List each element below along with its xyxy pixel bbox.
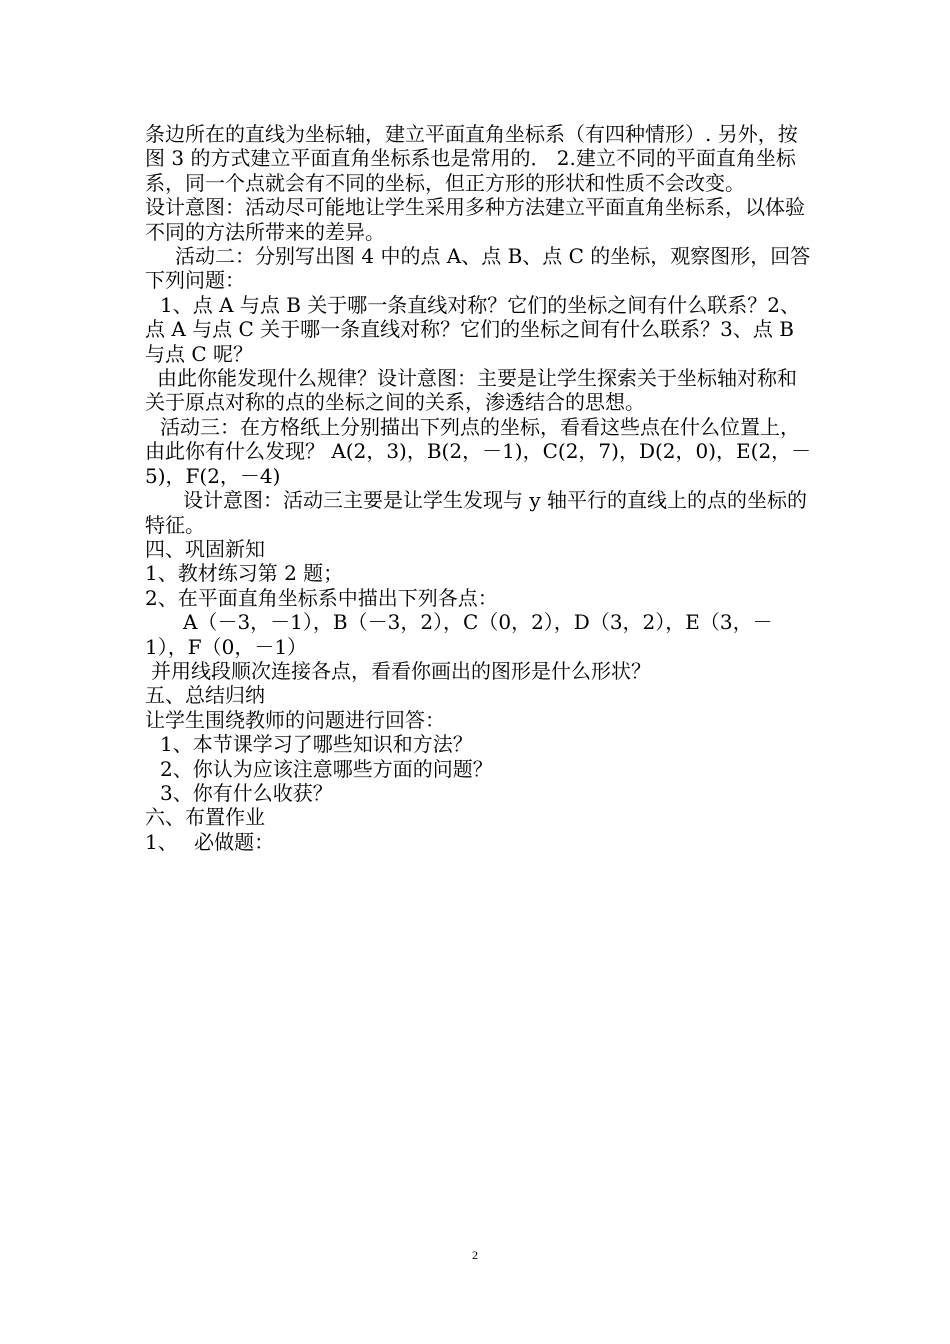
list-item-exercise-1: 1、教材练习第 2 题；: [145, 561, 344, 586]
paragraph-design-intent-1: 设计意图：活动尽可能地让学生采用多种方法建立平面直角坐标系，以体验不同的方法所带来的差异。: [145, 195, 805, 244]
paragraph-coordinate-axes-note: 条边所在的直线为坐标轴，建立平面直角坐标系（有四种情形）. 另外，按图 3 的方式建立平面直角坐标系也是常用的． 2.建立不同的平面直角坐标系，同一个点就会有不同的坐标，但正方形的形状和性质不会改变。: [145, 122, 798, 195]
paragraph-design-intent-3: 设计意图：活动三主要是让学生发现与 y 轴平行的直线上的点的坐标的特征。: [145, 488, 808, 537]
list-item-summary-1: 1、本节课学习了哪些知识和方法？: [160, 732, 473, 757]
page-number: 2: [472, 1248, 478, 1262]
heading-section-five: 五、总结归纳: [145, 683, 265, 708]
document-body: [145, 122, 815, 854]
paragraph-activity-three: 活动三：在方格纸上分别描出下列点的坐标，看看这些点在什么位置上，由此你有什么发现？ A(2，3)，B(2，－1)，C(2，7)，D(2，0)，E(2，－5)，F(2，－4): [145, 414, 812, 488]
heading-section-four: 四、巩固新知: [145, 536, 265, 561]
paragraph-activity-two-questions: 1、点 A 与点 B 关于哪一条直线对称？它们的坐标之间有什么联系？2、点 A 与点 C 关于哪一条直线对称？它们的坐标之间有什么联系？3、点 B 与点 C 呢？: [145, 292, 801, 366]
paragraph-point-list: A（－3，－1），B（－3，2），C（0，2），D（3，2），E（3，－1），F（0，－1）: [145, 610, 773, 659]
paragraph-summary-intro: 让学生围绕教师的问题进行回答：: [145, 707, 445, 732]
paragraph-pattern-discovery: 由此你能发现什么规律？设计意图：主要是让学生探索关于坐标轴对称和关于原点对称的点的坐标之间的关系，渗透结合的思想。: [145, 366, 797, 415]
list-item-homework-1: 1、 必做题：: [145, 829, 275, 854]
heading-section-six: 六、布置作业: [145, 805, 265, 830]
list-item-summary-3: 3、你有什么收获？: [160, 780, 333, 805]
paragraph-connect-points: 并用线段顺次连接各点，看看你画出的图形是什么形状？: [151, 658, 651, 683]
list-item-exercise-2: 2、在平面直角坐标系中描出下列各点：: [145, 585, 498, 610]
paragraph-activity-two: 活动二：分别写出图 4 中的点 A、点 B、点 C 的坐标，观察图形，回答下列问题：: [145, 244, 811, 293]
list-item-summary-2: 2、你认为应该注意哪些方面的问题？: [160, 756, 493, 781]
